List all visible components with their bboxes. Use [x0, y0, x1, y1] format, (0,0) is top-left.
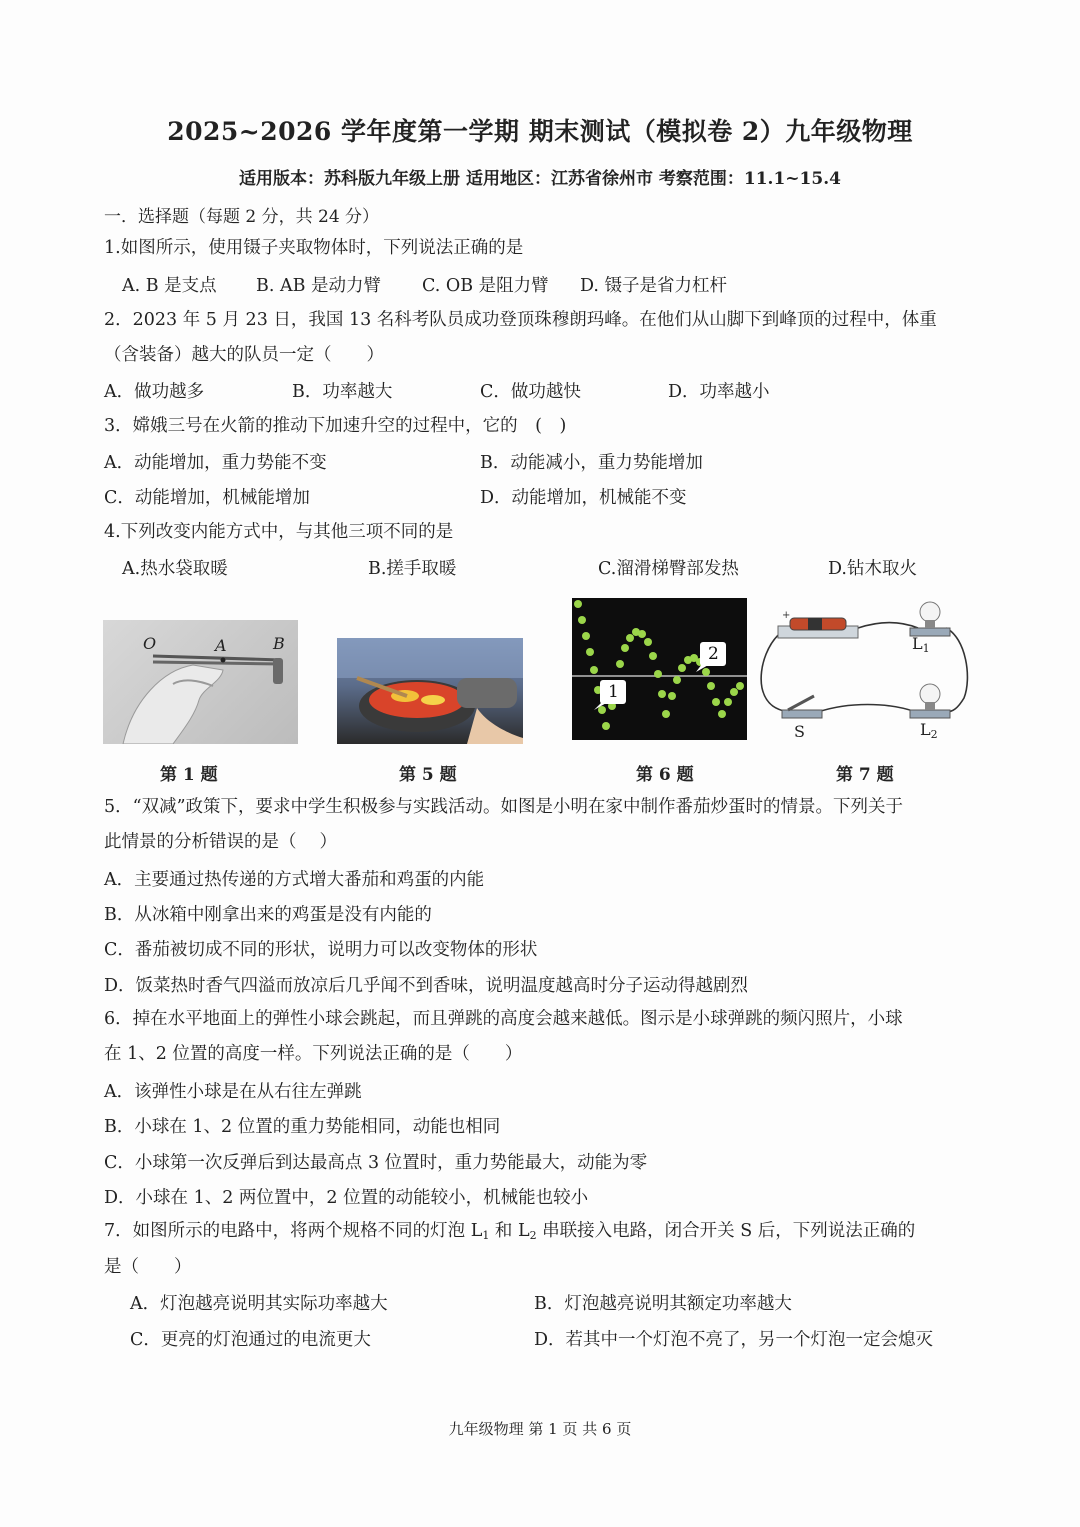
question-2-option-c: C．做功越快	[480, 382, 581, 402]
question-4-option-a: A.热水袋取暖	[122, 559, 228, 579]
section-heading: 一．选择题（每题 2 分，共 24 分）	[104, 207, 380, 227]
page-footer: 九年级物理 第 1 页 共 6 页	[448, 1420, 632, 1438]
question-5-option-d: D．饭菜热时香气四溢而放凉后几乎闻不到香味，说明温度越高时分子运动得越剧烈	[104, 976, 749, 996]
question-1-option-c: C. OB 是阻力臂	[422, 276, 549, 296]
question-7-option-c: C．更亮的灯泡通过的电流更大	[130, 1330, 371, 1350]
question-7-option-b: B．灯泡越亮说明其额定功率越大	[534, 1294, 792, 1314]
question-3-option-d: D．动能增加，机械能不变	[480, 488, 687, 508]
question-7-option-a: A．灯泡越亮说明其实际功率越大	[130, 1294, 388, 1314]
question-5-option-a: A．主要通过热传递的方式增大番茄和鸡蛋的内能	[104, 870, 485, 890]
exam-info: 适用版本：苏科版九年级上册 适用地区：江苏省徐州市 考察范围：11.1~15.4	[239, 169, 841, 189]
figure-1-tweezers-photo	[103, 620, 298, 744]
question-1-option-a: A. B 是支点	[122, 276, 217, 296]
figure-6-label-2: 2	[708, 644, 719, 664]
question-4-option-c: C.溜滑梯臀部发热	[598, 559, 739, 579]
question-5-stem-line2: 此情景的分析错误的是（ ）	[104, 832, 338, 852]
question-3-stem: 3．嫦娥三号在火箭的推动下加速升空的过程中，它的 ( )	[104, 416, 567, 436]
question-7-stem-line1: 7．如图所示的电路中，将两个规格不同的灯泡 $L_1$ 和 $L_2$ 串联接入电路，闭合开关 S 后，下列说法正确的	[104, 1221, 916, 1242]
figure-1-label-b: B	[273, 634, 285, 653]
figure-6-bouncing-ball-photo	[572, 598, 747, 740]
question-6-option-c: C．小球第一次反弹后到达最高点 3 位置时，重力势能最大，动能为零	[104, 1153, 648, 1173]
figure-7-caption: 第 7 题	[836, 765, 894, 785]
question-2-stem-line2: （含装备）越大的队员一定（ ）	[104, 345, 384, 365]
page-title: 2025~2026 学年度第一学期 期末测试（模拟卷 2）九年级物理	[167, 117, 913, 146]
figure-1-caption: 第 1 题	[160, 765, 218, 785]
figure-1-label-o: O	[143, 634, 157, 653]
question-3-option-a: A．动能增加，重力势能不变	[104, 453, 327, 473]
figure-7-label-l1: $L_1$	[912, 634, 930, 655]
question-4-option-b: B.搓手取暖	[368, 559, 457, 579]
question-1-option-d: D. 镊子是省力杠杆	[580, 276, 728, 296]
figure-6-label-1: 1	[608, 682, 619, 702]
question-6-stem-line2: 在 1、2 位置的高度一样。下列说法正确的是（ ）	[104, 1044, 523, 1064]
question-4-option-d: D.钻木取火	[828, 559, 917, 579]
question-3-option-b: B．动能减小，重力势能增加	[480, 453, 703, 473]
question-1-option-b: B. AB 是动力臂	[256, 276, 382, 296]
svg-text:+: +	[782, 610, 791, 621]
question-5-option-b: B．从冰箱中刚拿出来的鸡蛋是没有内能的	[104, 905, 432, 925]
question-7-stem-line2: 是（ ）	[104, 1257, 192, 1277]
question-1-stem: 1.如图所示，使用镊子夹取物体时，下列说法正确的是	[104, 238, 524, 258]
figure-7-label-s: S	[794, 722, 805, 741]
figure-1-label-a: A	[215, 636, 227, 655]
question-2-option-a: A．做功越多	[104, 382, 205, 402]
figure-6-caption: 第 6 题	[636, 765, 694, 785]
figure-5-caption: 第 5 题	[399, 765, 457, 785]
question-2-option-b: B．功率越大	[292, 382, 393, 402]
figure-7-circuit-diagram	[758, 598, 973, 746]
question-3-option-c: C．动能增加，机械能增加	[104, 488, 310, 508]
question-2-option-d: D．功率越小	[668, 382, 770, 402]
question-6-option-d: D．小球在 1、2 两位置中，2 位置的动能较小，机械能也较小	[104, 1188, 589, 1208]
question-2-stem-line1: 2．2023 年 5 月 23 日，我国 13 名科考队员成功登顶珠穆朗玛峰。在他们从山脚下到峰顶的过程中，体重	[104, 310, 937, 330]
question-6-option-a: A．该弹性小球是在从右往左弹跳	[104, 1082, 362, 1102]
question-5-option-c: C．番茄被切成不同的形状，说明力可以改变物体的形状	[104, 940, 538, 960]
question-5-stem-line1: 5．“双减”政策下，要求中学生积极参与实践活动。如图是小明在家中制作番茄炒蛋时的情景。下列关于	[104, 797, 904, 817]
question-6-option-b: B．小球在 1、2 位置的重力势能相同，动能也相同	[104, 1117, 501, 1137]
figure-5-cooking-photo	[337, 638, 523, 744]
question-6-stem-line1: 6．掉在水平地面上的弹性小球会跳起，而且弹跳的高度会越来越低。图示是小球弹跳的频闪照片，小球	[104, 1009, 903, 1029]
figure-7-label-l2: $L_2$	[920, 720, 938, 741]
question-7-option-d: D．若其中一个灯泡不亮了，另一个灯泡一定会熄灭	[534, 1330, 934, 1350]
question-4-stem: 4.下列改变内能方式中，与其他三项不同的是	[104, 522, 454, 542]
